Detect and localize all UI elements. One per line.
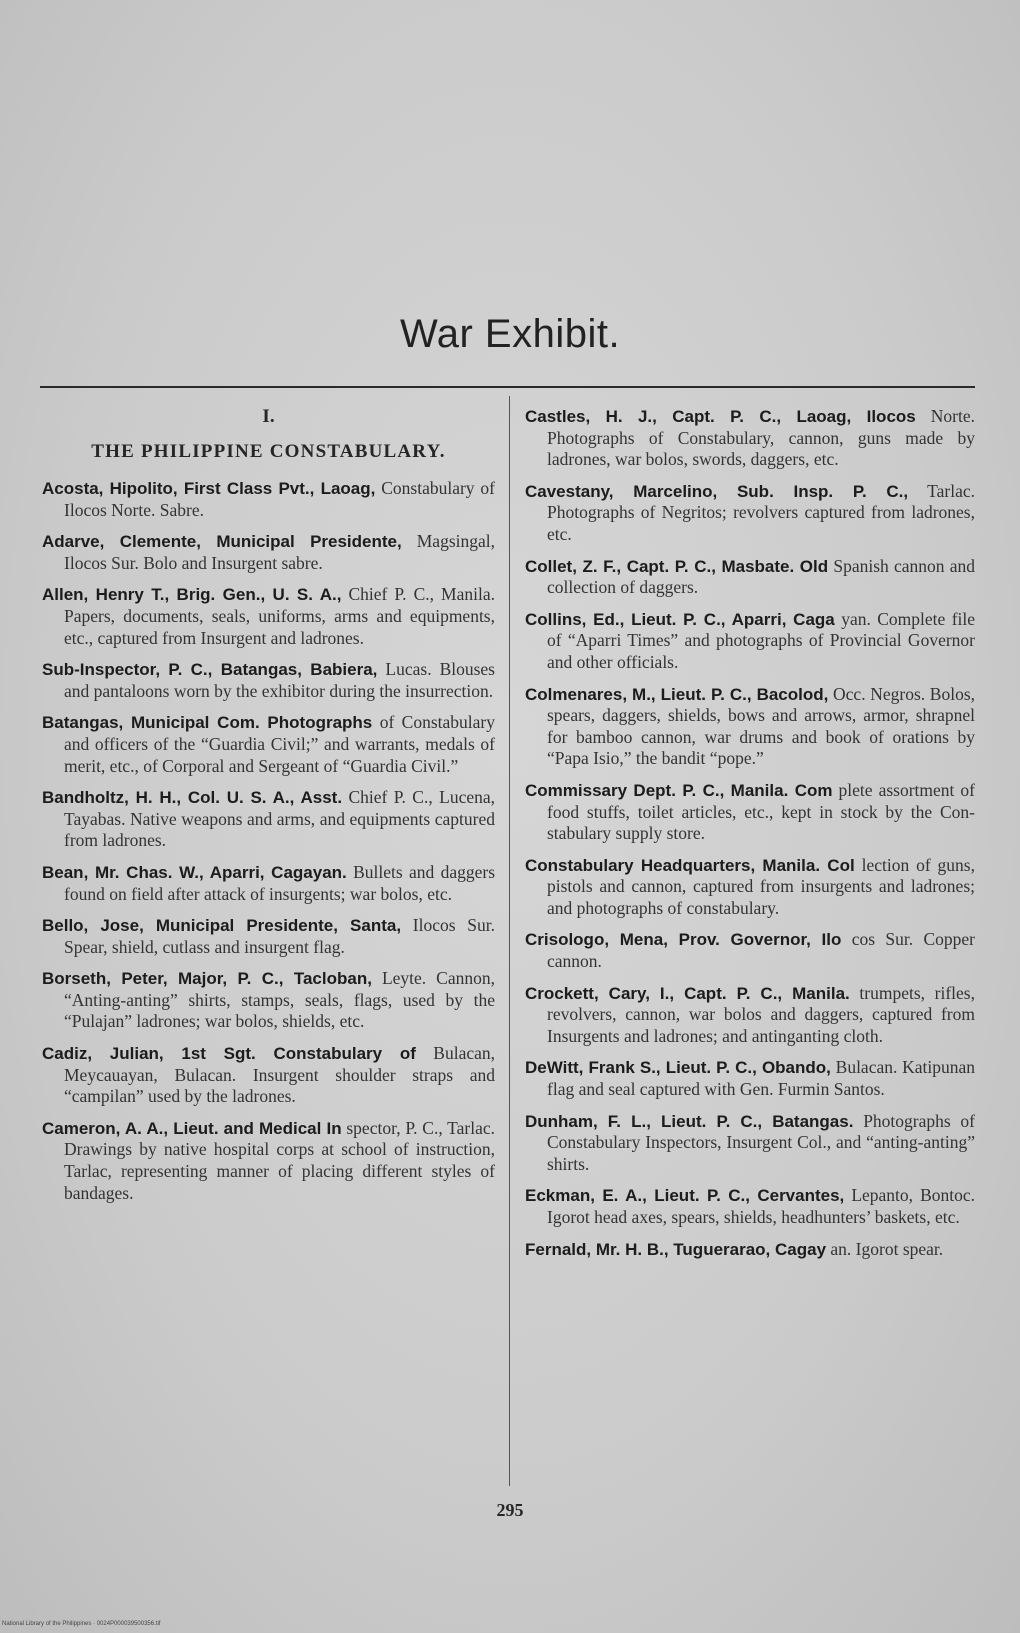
exhibit-entry xyxy=(525,1111,975,1176)
exhibitor-name: Acosta, Hipolito, First Class Pvt., Laoag, xyxy=(42,479,376,498)
exhibit-entry xyxy=(42,968,495,1033)
exhibit-entry xyxy=(525,929,975,972)
right-column xyxy=(525,406,975,1270)
section-heading: THE PHILIPPINE CONSTABULARY. xyxy=(91,441,446,462)
exhibit-description: plete assortment of food stuffs, toilet articles, etc., kept in stock by the Constabulary supply store. xyxy=(547,779,976,844)
exhibit-entry xyxy=(525,1185,975,1228)
exhibit-description: Constabulary of Ilocos Norte. Sabre. xyxy=(64,478,495,520)
exhibit-entry xyxy=(525,1239,975,1261)
exhibit-description: Magsingal, Ilocos Sur. Bolo and Insurgent sabre. xyxy=(64,531,496,573)
exhibit-entry xyxy=(525,406,975,471)
exhibit-entry xyxy=(525,983,975,1048)
exhibitor-name: Cavestany, Marcelino, Sub. Insp. P. C., xyxy=(525,481,909,501)
exhibit-entry xyxy=(525,609,975,674)
exhibit-description: Bulacan. Katipunan flag and seal captured with Gen. Furmin Santos. xyxy=(547,1057,975,1100)
exhibitor-name: Collet, Z. F., Capt. P. C., Masbate. Old xyxy=(525,556,829,576)
exhibit-entry xyxy=(42,531,495,574)
exhibitor-name: Borseth, Peter, Major, P. C., Tacloban, xyxy=(42,969,372,989)
exhibit-entry xyxy=(42,584,495,649)
exhibitor-name: Adarve, Clemente, Municipal Presidente, xyxy=(42,532,402,552)
exhibitor-name: Crockett, Cary, I., Capt. P. C., Manila. xyxy=(525,983,850,1003)
exhibitor-name: Allen, Henry T., Brig. Gen., U. S. A., xyxy=(42,585,342,605)
exhibit-description: yan. Complete file of “Aparri Times” and photographs of Provincial Governor and other officials. xyxy=(547,608,976,672)
exhibit-entry xyxy=(42,1043,495,1108)
page-title: War Exhibit. xyxy=(399,312,621,356)
exhibit-entry xyxy=(42,787,495,852)
exhibit-entry xyxy=(42,862,495,905)
exhibit-description: cos Sur. Copper cannon. xyxy=(547,929,975,972)
title-rule xyxy=(40,386,975,388)
exhibit-description: Tarlac. Photographs of Negritos; revolvers captured from ladrones, etc. xyxy=(547,480,975,544)
exhibitor-name: Colmenares, M., Lieut. P. C., Bacolod, xyxy=(525,684,829,704)
exhibitor-name: Bandholtz, H. H., Col. U. S. A., Asst. xyxy=(42,788,343,808)
exhibit-entry xyxy=(42,478,495,521)
page-number: 295 xyxy=(496,1500,524,1520)
exhibit-description: Lucas. Blouses and pantaloons worn by the exhibitor during the insurrection. xyxy=(64,659,495,701)
exhibitor-name: Cadiz, Julian, 1st Sgt. Constabulary of xyxy=(42,1044,416,1064)
exhibit-entry xyxy=(525,481,975,546)
exhibit-entry xyxy=(42,915,495,958)
exhibitor-name: Batangas, Municipal Com. Photographs xyxy=(42,713,373,733)
exhibit-description: of Constabulary and officers of the “Guardia Civil;” and warrants, medals of merit, etc., of Corporal and Sergeant of “Guardia Civil.” xyxy=(64,712,495,776)
exhibitor-name: Commissary Dept. P. C., Manila. Com xyxy=(525,780,833,800)
exhibit-description: an. Igorot spear. xyxy=(830,1238,944,1259)
exhibit-description: Norte. Photographs of Constabulary, cannon, guns made by ladrones, war bolos, swords, daggers, etc. xyxy=(547,406,976,470)
exhibit-entry xyxy=(525,780,975,845)
exhibitor-name: Sub-Inspector, P. C., Batangas, Babiera, xyxy=(42,660,378,680)
scan-footer: National Library of the Philippines · 0024P000039500356.tif xyxy=(2,1621,161,1627)
exhibitor-name: Bello, Jose, Municipal Presidente, Santa, xyxy=(42,916,402,936)
exhibit-description: trumpets, rifles, revolvers, cannon, war bolos and daggers, captured from Insurgents and ladrones; and antinganting cloth. xyxy=(547,982,975,1046)
exhibit-description: Spanish cannon and collection of daggers. xyxy=(547,555,975,598)
exhibit-entry xyxy=(525,1057,975,1100)
exhibitor-name: Castles, H. J., Capt. P. C., Laoag, Ilocos xyxy=(525,407,916,426)
section-number: I. xyxy=(262,406,275,427)
exhibit-description: Bulacan, Meycauayan, Bulacan. Insurgent shoulder straps and “campilan” used by the ladrones. xyxy=(64,1043,496,1107)
exhibit-description: Leyte. Cannon, “Anting-anting” shirts, stamps, seals, flags, used by the “Pulajan” ladrones; war bolos, shields, etc. xyxy=(64,968,496,1032)
exhibitor-name: Dunham, F. L., Lieut. P. C., Batangas. xyxy=(525,1111,854,1131)
exhibit-entry xyxy=(42,1118,495,1204)
exhibit-entry xyxy=(42,659,495,702)
exhibitor-name: Fernald, Mr. H. B., Tuguerarao, Cagay xyxy=(525,1239,827,1259)
exhibit-entry xyxy=(42,712,495,777)
exhibitor-name: Collins, Ed., Lieut. P. C., Aparri, Caga xyxy=(525,609,835,629)
exhibitor-name: Bean, Mr. Chas. W., Aparri, Cagayan. xyxy=(42,862,347,882)
exhibitor-name: Eckman, E. A., Lieut. P. C., Cervantes, xyxy=(525,1186,845,1206)
exhibitor-name: Cameron, A. A., Lieut. and Medical In xyxy=(42,1118,342,1138)
exhibit-description: spector, P. C., Tarlac. Drawings by native hospital corps at school of instruction, Tarlac, representing manner of placing different styles of bandages. xyxy=(64,1117,495,1203)
exhibitor-name: Crisologo, Mena, Prov. Governor, Ilo xyxy=(525,930,842,950)
exhibit-description: Ilocos Sur. Spear, shield, cutlass and insurgent flag. xyxy=(64,915,495,957)
exhibit-description: Chief P. C., Manila. Papers, documents, seals, uniforms, arms and equipments, etc., captured from Insurgent and ladrones. xyxy=(64,584,495,648)
exhibitor-name: DeWitt, Frank S., Lieut. P. C., Obando, xyxy=(525,1058,831,1078)
exhibit-description: Lepanto, Bontoc. Igorot head axes, spears, shields, headhunters’ baskets, etc. xyxy=(547,1185,976,1227)
exhibit-entry xyxy=(525,556,975,599)
exhibit-description: Chief P. C., Lucena, Tayabas. Native weapons and arms, and equipments captured from ladrones. xyxy=(64,787,495,851)
exhibit-description: Photographs of Constabulary Inspectors, Insurgent Col., and “anting-anting” shirts. xyxy=(547,1110,975,1174)
column-divider xyxy=(509,396,510,1486)
exhibit-description: lection of guns, pistols and cannon, captured from insurgents and ladrones; and photographs of constabulary. xyxy=(547,854,975,918)
exhibitor-name: Constabulary Headquarters, Manila. Col xyxy=(525,855,855,875)
left-column xyxy=(42,406,495,1214)
exhibit-description: Bullets and daggers found on field after attack of insurgents; war bolos, etc. xyxy=(64,861,495,904)
exhibit-entry xyxy=(525,684,975,770)
exhibit-description: Occ. Negros. Bolos, spears, daggers, shields, bows and arrows, armor, shrapnel for bamboo cannon, war drums and book of orations by “Papa Isio,” the bandit “pope.” xyxy=(547,683,976,769)
exhibit-entry xyxy=(525,855,975,920)
